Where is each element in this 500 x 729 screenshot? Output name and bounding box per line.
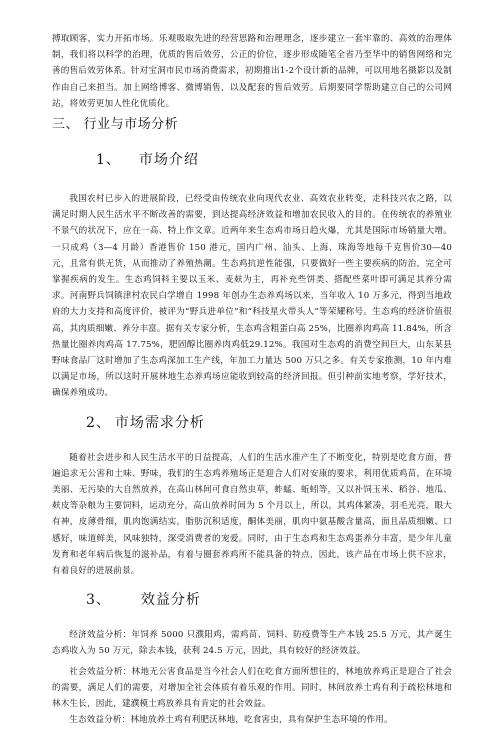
market-intro-number: 1、 [96, 152, 121, 169]
market-intro-paragraph: 我国农村已步入的进展阶段，已经受由传统农业向现代农业、高效农业转变，走科技兴农之路，以满足时期人民生活水平不断改善的需要，到达提高经济效益和增加农民收入的目的。在传统农的养殖业不景气的状况下，应在一高、特上作文章。近两年来生态鸡市场日趋火爆，尤其是国际市场销量大增。一只成鸡（3—4 月龄）香港售价 150 港元，国内广州、汕头、上海、珠海等地每千克售价30—40 元，且常有供无货，从而推动了养殖热潮。生态鸡抗逆性能强，只要做好一些主要疾病的防治，完全可掌握疾病的发生。生态鸡饲料主要以玉米、麦麸为主，再补充些饼类、搭配些菜叶即可满足其养分需求。河南野兵饲镇津村农民白学增自 1998 年创办生态养鸡场以来，当年收入 10 万多元，得到当地政府的大力支持和高度评价，被评为“野兵进单位”和“科技星火带头人”等荣耀称号。生态鸡的经济价值很高，其肉质细嫩、养分丰富。据有关专家分析，生态鸡含粗蛋白高 25%，比圈养肉鸡高 11.84%，所含热量比圈养肉鸡高 17.75%，肥固醇比圈养肉鸡低29.12%。我国对生态鸡的消费空间巨大，山东某县野味食品厂这时增加了生态鸡深加工生产线，年加工力量达 500 万只之多。有关专家推测，10 年内难以满足市场，所以这时开展林地生态养鸡场应能收到较高的经济回报。但引种前实地考察，学好技术，确保养殖成功。 [52, 194, 452, 399]
ecological-benefit-paragraph: 生态效益分析：林地放养土鸡有利肥沃林地，吃食害虫，具有保护生态环境的作用。 [69, 715, 393, 726]
economic-benefit-paragraph: 经济效益分析：年饲养 5000 只濮阳鸡，需鸡苗、饲料、防疫费等生产本钱 25.5 万元，其产诞生态鸡收入为 50 万元，除去本钱，获利 24.5 万元，因此，具有较好的经济效益。 [52, 630, 452, 657]
section-heading [52, 115, 452, 135]
market-intro-heading [96, 149, 452, 171]
market-demand-number: 2、 [86, 414, 111, 431]
benefit-title: 效益分析 [140, 592, 201, 609]
market-demand-title: 市场需求分析 [114, 414, 205, 431]
market-demand-paragraph: 随着社会进步和人民生活水平的日益提高，人们的生活水准产生了不断变化，特别是吃食方面，普遍追求无公害和土味、野味，我们的生态鸡养殖场正是迎合人们对安康的要求，利用优质鸡苗，在环境美丽、无污染的大自然放养，在高山林间可食自然虫草，蚱蜢、蚯蚓等，又以补饲玉米、稻谷、地瓜、麸皮等杂粮为主要饲料，运动充分，高山放养时间为 5 个月以上，所以，其鸡体紧凑，羽毛光亮，眼大有神，皮薄骨细，肌肉饱满结实，脂肪沉积适度，酮体美丽，肌肉中氨基酸含量高，面且品质细嫩、口感好，味道鲜美，风味独特，深受消费者的宠爱。同时，由于生态鸡和生态鸡蛋养分丰富，是少年儿童发育和老年病后恢复的滋补品，有着与圈套养鸡所不能具备的特点，因此，该产品在市场上供不应求，有着良好的进展前景。 [52, 452, 452, 577]
section-title: 行业与市场分析 [83, 117, 179, 133]
market-demand-heading [86, 412, 452, 434]
intro-paragraph: 搏取顾客，实力开拓市场。乐观吸取先进的经营思路和治理理念，逐步建立一套牢靠的、高效的治理体制，我们将以科学的治理，优质的售后效劳，公正的价位，逐步形成随笔全省乃至华中的销售网络和完善的售后效劳体系。针对宝洞市民市场消费需求，初期推出1-2个设计新的品牌，可以用地名摄影以及制作由自己来担当。加上网络博客、微博销售，以及配套的售后效劳。后期要同学帮助建立自己的公司网站，将效劳更加人性化优质化。 [52, 34, 452, 109]
market-intro-title: 市场介绍 [138, 152, 199, 169]
benefit-heading [86, 589, 452, 611]
benefit-number: 3、 [86, 592, 111, 609]
section-number: 三、 [52, 117, 80, 133]
social-benefit-paragraph: 社会效益分析：林地无公害食品是当今社会人们在吃食方面所想往的，林地放养鸡正是迎合了社会的需要，满足人们的需要，对增加全社会体质有着乐观的作用。同时，林间放养土鸡有利于疏松林地和林木生长，因此，建濮模土鸡放养具有肯定的社会效益。 [52, 666, 452, 710]
